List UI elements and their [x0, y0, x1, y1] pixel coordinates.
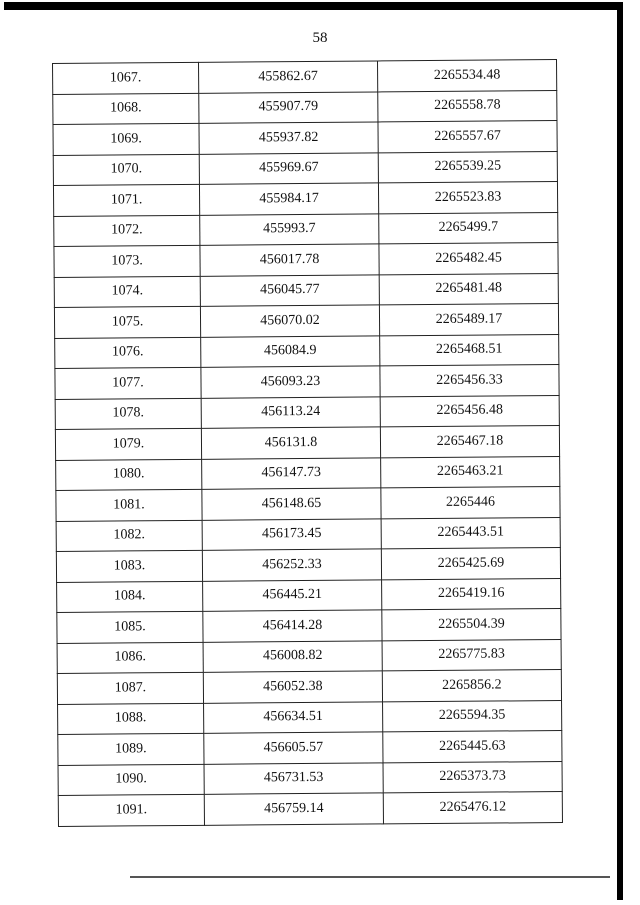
x-coordinate-cell: 456070.02 — [200, 305, 379, 337]
x-coordinate-cell: 456445.21 — [203, 579, 382, 611]
point-number-cell: 1083. — [56, 550, 202, 582]
point-number-cell: 1077. — [55, 367, 201, 399]
y-coordinate-cell: 2265557.67 — [378, 121, 557, 153]
y-coordinate-cell: 2265775.83 — [382, 639, 561, 671]
x-coordinate-cell: 456093.23 — [201, 366, 380, 398]
y-coordinate-cell: 2265499.7 — [379, 212, 558, 244]
x-coordinate-cell: 456131.8 — [201, 427, 380, 459]
point-number-cell: 1069. — [53, 123, 199, 155]
point-number-cell: 1078. — [55, 398, 201, 430]
y-coordinate-cell: 2265443.51 — [381, 517, 560, 549]
y-coordinate-cell: 2265468.51 — [380, 334, 559, 366]
page-top-border — [4, 2, 622, 10]
x-coordinate-cell: 456052.38 — [203, 671, 382, 703]
table-row — [56, 487, 560, 521]
point-number-cell: 1081. — [56, 489, 202, 521]
table-row — [57, 639, 561, 673]
x-coordinate-cell: 455993.7 — [200, 213, 379, 245]
table-row — [57, 670, 561, 704]
table-row — [58, 761, 562, 795]
x-coordinate-cell: 455937.82 — [199, 122, 378, 154]
table-row — [54, 212, 558, 246]
x-coordinate-cell: 456084.9 — [201, 335, 380, 367]
point-number-cell: 1076. — [55, 337, 201, 369]
table-row — [53, 182, 557, 216]
x-coordinate-cell: 456731.53 — [204, 762, 383, 794]
table-row — [56, 517, 560, 551]
point-number-cell: 1072. — [54, 215, 200, 247]
point-number-cell: 1080. — [56, 459, 202, 491]
point-number-cell: 1074. — [54, 276, 200, 308]
table-row — [58, 792, 562, 826]
y-coordinate-cell: 2265558.78 — [378, 90, 557, 122]
table-row — [56, 548, 560, 582]
table-row — [55, 334, 559, 368]
coordinates-table — [52, 59, 563, 826]
x-coordinate-cell: 456173.45 — [202, 518, 381, 550]
y-coordinate-cell: 2265594.35 — [383, 700, 562, 732]
table-row — [56, 456, 560, 490]
y-coordinate-cell: 2265476.12 — [383, 792, 562, 824]
y-coordinate-cell: 2265481.48 — [379, 273, 558, 305]
table-row — [57, 609, 561, 643]
point-number-cell: 1087. — [57, 672, 203, 704]
x-coordinate-cell: 456252.33 — [202, 549, 381, 581]
table-row — [54, 273, 558, 307]
point-number-cell: 1067. — [53, 62, 199, 94]
y-coordinate-cell: 2265523.83 — [378, 182, 557, 214]
table-row — [54, 304, 558, 338]
x-coordinate-cell: 455984.17 — [199, 183, 378, 215]
x-coordinate-cell: 456008.82 — [203, 640, 382, 672]
point-number-cell: 1073. — [54, 245, 200, 277]
point-number-cell: 1090. — [58, 764, 204, 796]
y-coordinate-cell: 2265482.45 — [379, 243, 558, 275]
point-number-cell: 1085. — [57, 611, 203, 643]
table-row — [58, 700, 562, 734]
page-right-border — [617, 2, 623, 900]
y-coordinate-cell: 2265463.21 — [381, 456, 560, 488]
x-coordinate-cell: 456605.57 — [204, 732, 383, 764]
point-number-cell: 1086. — [57, 642, 203, 674]
y-coordinate-cell: 2265467.18 — [380, 426, 559, 458]
y-coordinate-cell: 2265856.2 — [382, 670, 561, 702]
point-number-cell: 1070. — [53, 154, 199, 186]
table-row — [55, 426, 559, 460]
point-number-cell: 1082. — [56, 520, 202, 552]
x-coordinate-cell: 456148.65 — [202, 488, 381, 520]
page-number: 58 — [312, 30, 328, 46]
y-coordinate-cell: 2265373.73 — [383, 761, 562, 793]
point-number-cell: 1091. — [58, 794, 204, 826]
page-bottom-border — [130, 876, 610, 878]
y-coordinate-cell: 2265456.48 — [380, 395, 559, 427]
table-row — [54, 243, 558, 277]
table-row — [57, 578, 561, 612]
x-coordinate-cell: 456759.14 — [204, 793, 383, 825]
x-coordinate-cell: 455862.67 — [198, 61, 377, 93]
y-coordinate-cell: 2265419.16 — [382, 578, 561, 610]
coordinates-table-body — [53, 60, 563, 826]
x-coordinate-cell: 456634.51 — [204, 701, 383, 733]
y-coordinate-cell: 2265534.48 — [377, 60, 556, 92]
x-coordinate-cell: 456147.73 — [202, 457, 381, 489]
x-coordinate-cell: 455969.67 — [199, 152, 378, 184]
x-coordinate-cell: 456045.77 — [200, 274, 379, 306]
table-row — [53, 60, 557, 94]
table-row — [55, 395, 559, 429]
y-coordinate-cell: 2265489.17 — [379, 304, 558, 336]
table-row — [58, 731, 562, 765]
point-number-cell: 1075. — [54, 306, 200, 338]
y-coordinate-cell: 2265539.25 — [378, 151, 557, 183]
point-number-cell: 1071. — [53, 184, 199, 216]
x-coordinate-cell: 455907.79 — [199, 91, 378, 123]
y-coordinate-cell: 2265446 — [381, 487, 560, 519]
point-number-cell: 1068. — [53, 93, 199, 125]
table-row — [53, 121, 557, 155]
point-number-cell: 1084. — [57, 581, 203, 613]
point-number-cell: 1079. — [55, 428, 201, 460]
x-coordinate-cell: 456113.24 — [201, 396, 380, 428]
y-coordinate-cell: 2265425.69 — [381, 548, 560, 580]
table-row — [53, 151, 557, 185]
x-coordinate-cell: 456414.28 — [203, 610, 382, 642]
y-coordinate-cell: 2265445.63 — [383, 731, 562, 763]
table-row — [55, 365, 559, 399]
y-coordinate-cell: 2265456.33 — [380, 365, 559, 397]
x-coordinate-cell: 456017.78 — [200, 244, 379, 276]
point-number-cell: 1089. — [58, 733, 204, 765]
table-row — [53, 90, 557, 124]
point-number-cell: 1088. — [58, 703, 204, 735]
y-coordinate-cell: 2265504.39 — [382, 609, 561, 641]
